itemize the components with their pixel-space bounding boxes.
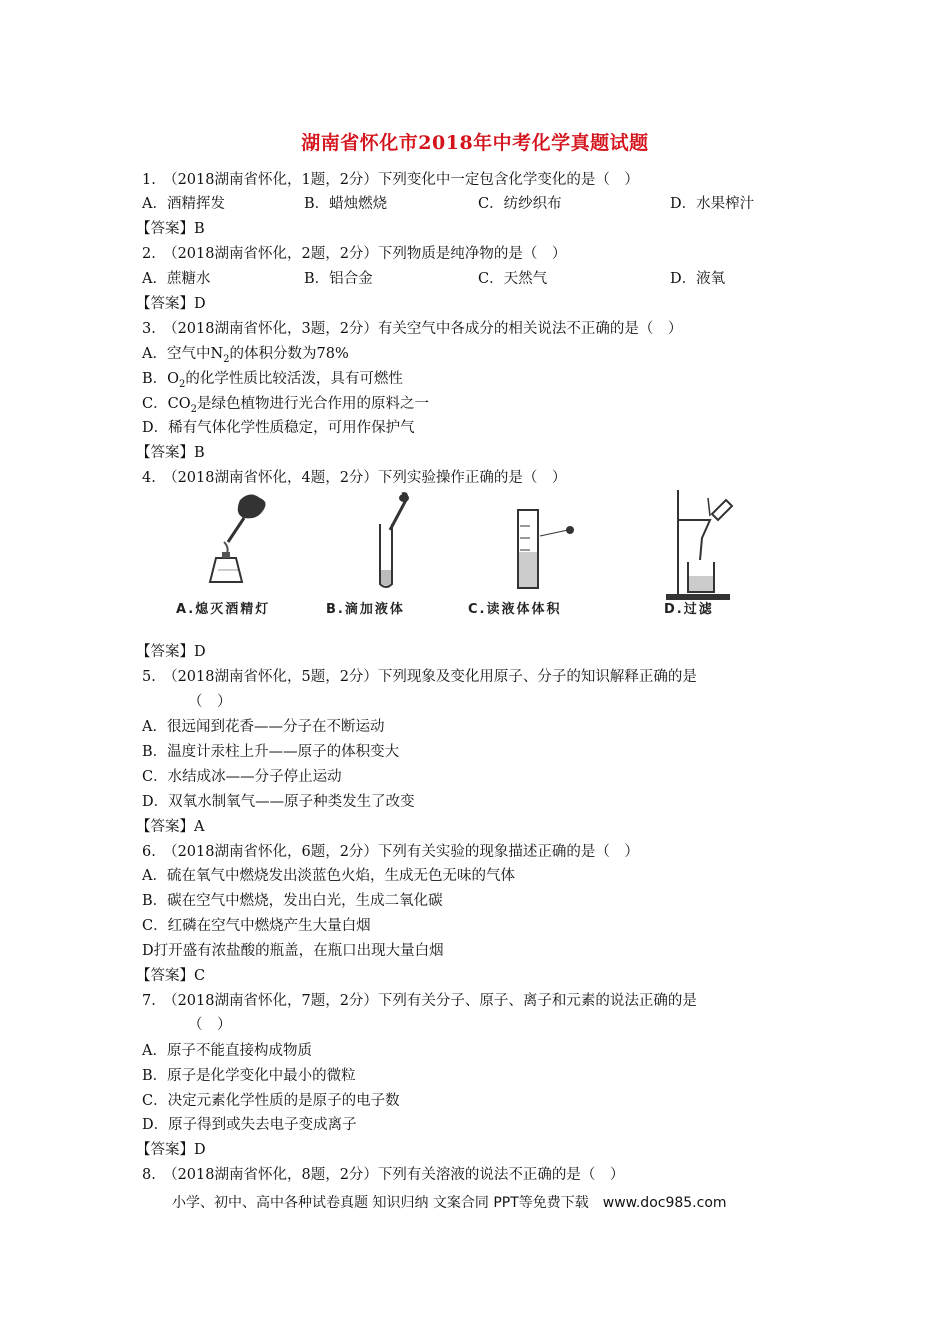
option-text: 的体积分数为78% [229, 346, 349, 362]
subscript: 2 [223, 353, 230, 365]
question-3-stem: 3. （2018湖南省怀化，3题，2分）有关空气中各成分的相关说法不正确的是（ ） [142, 321, 683, 337]
question-3-option-c [142, 394, 429, 420]
figure-caption-b: B.滴加液体 [326, 602, 405, 617]
question-5-stem: 5. （2018湖南省怀化，5题，2分）下列现象及变化用原子、分子的知识解释正确的是 [142, 669, 697, 685]
page-footer: 小学、初中、高中各种试卷真题 知识归纳 文案合同 PPT等免费下载 www.doc985.com [172, 1195, 727, 1211]
subscript: 2 [179, 378, 186, 390]
question-2-option-b: B．铝合金 [304, 271, 373, 287]
question-7-stem: 7. （2018湖南省怀化，7题，2分）下列有关分子、原子、离子和元素的说法正确的是 [142, 993, 697, 1009]
page-title: 湖南省怀化市2018年中考化学真题试题 [301, 132, 649, 154]
question-5-paren: （ ） [188, 694, 232, 710]
question-4-answer: 【答案】D [136, 644, 206, 660]
question-1-option-a: A．酒精挥发 [142, 196, 225, 212]
option-text: A．空气中N [142, 346, 224, 362]
question-6-option-d: D打开盛有浓盐酸的瓶盖，在瓶口出现大量白烟 [142, 943, 444, 959]
alcohol-lamp-figure [200, 490, 280, 590]
figure-caption-d: D.过滤 [664, 602, 714, 617]
question-2-option-c: C．天然气 [478, 271, 548, 287]
question-4-stem: 4. （2018湖南省怀化，4题，2分）下列实验操作正确的是（ ） [142, 470, 567, 486]
question-7-answer: 【答案】D [136, 1142, 206, 1158]
question-5-option-b: B．温度计汞柱上升——原子的体积变大 [142, 744, 400, 760]
question-6-stem: 6. （2018湖南省怀化，6题，2分）下列有关实验的现象描述正确的是（ ） [142, 844, 639, 860]
question-7-option-a: A．原子不能直接构成物质 [142, 1043, 312, 1059]
question-1-answer: 【答案】B [136, 221, 205, 237]
filtration-figure [660, 490, 740, 600]
option-text: C．CO [142, 396, 191, 412]
question-1-option-b: B．蜡烛燃烧 [304, 196, 388, 212]
question-6-answer: 【答案】C [136, 968, 206, 984]
question-3-option-d: D．稀有气体化学性质稳定，可用作保护气 [142, 420, 415, 436]
question-2-option-a: A．蔗糖水 [142, 271, 211, 287]
dropper-figure [362, 490, 422, 590]
graduated-cylinder-figure [510, 490, 590, 590]
figure-caption-a: A.熄灭酒精灯 [176, 602, 271, 617]
question-5-answer: 【答案】A [136, 819, 205, 835]
question-5-option-d: D．双氧水制氧气——原子种类发生了改变 [142, 794, 415, 810]
question-1-stem: 1. （2018湖南省怀化，1题，2分）下列变化中一定包含化学变化的是（ ） [142, 172, 639, 188]
question-2-option-d: D．液氧 [670, 271, 726, 287]
question-5-option-a: A．很远闻到花香——分子在不断运动 [142, 719, 385, 735]
question-8-stem: 8. （2018湖南省怀化，8题，2分）下列有关溶液的说法不正确的是（ ） [142, 1167, 625, 1183]
question-7-option-d: D．原子得到或失去电子变成离子 [142, 1117, 357, 1133]
question-7-option-b: B．原子是化学变化中最小的微粒 [142, 1068, 356, 1084]
question-1-option-c: C．纺纱织布 [478, 196, 562, 212]
question-3-answer: 【答案】B [136, 445, 205, 461]
question-2-stem: 2. （2018湖南省怀化，2题，2分）下列物质是纯净物的是（ ） [142, 246, 567, 262]
option-text: B．O [142, 371, 180, 387]
question-6-option-b: B．碳在空气中燃烧，发出白光，生成二氧化碳 [142, 893, 443, 909]
question-2-answer: 【答案】D [136, 296, 206, 312]
question-7-paren: （ ） [188, 1017, 232, 1033]
option-text: 的化学性质比较活泼，具有可燃性 [185, 371, 403, 387]
question-5-option-c: C．水结成冰——分子停止运动 [142, 769, 342, 785]
question-3-option-a [142, 344, 349, 370]
figure-caption-c: C.读液体体积 [468, 602, 562, 617]
question-6-option-a: A．硫在氧气中燃烧发出淡蓝色火焰，生成无色无味的气体 [142, 868, 515, 884]
question-7-option-c: C．决定元素化学性质的是原子的电子数 [142, 1093, 400, 1109]
question-3-option-b [142, 369, 403, 395]
question-1-option-d: D．水果榨汁 [670, 196, 755, 212]
question-6-option-c: C．红磷在空气中燃烧产生大量白烟 [142, 918, 371, 934]
subscript: 2 [190, 403, 197, 415]
option-text: 是绿色植物进行光合作用的原料之一 [196, 396, 429, 412]
